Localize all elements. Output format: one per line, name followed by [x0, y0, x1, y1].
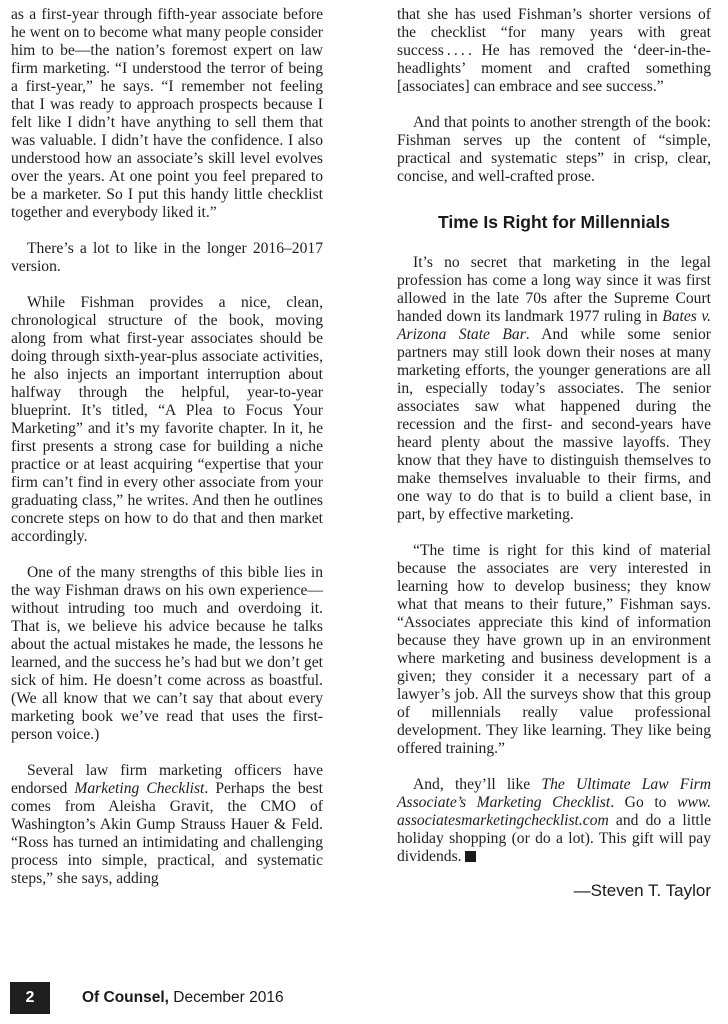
paragraph-text: “The time is right for this kind of material because the associates are very interested in learning how to develop business; they know what that means to their future,” Fishman says. “Associates appreciate this kind of information because they have grown up in an environment where marketing and business development is a given; they consider it a necessary part of a lawyer’s job. All the surveys show that this group of millennials really value professional development. They like learning. They like being offered training.” [397, 542, 711, 757]
publication-name: Of Counsel, [82, 989, 169, 1006]
paragraph-text: While Fishman provides a nice, clean, chronological structure of the book, moving along from what first-year associates should be doing through sixth-year-plus associate activities, he also injects an important interruption about halfway through the helpful, year-to-year blueprint. It’s titled, “A Plea to Focus Your Marketing” and it’s my favorite chapter. In it, he first presents a strong case for building a niche practice or at least acquiring “expertise that your firm can’t find in every other associate from your graduating class,” he writes. And then he outlines concrete steps on how to do that and then market accordingly. [11, 294, 323, 545]
body-paragraph [11, 762, 323, 888]
page-footer [10, 982, 284, 1014]
paragraph-text: and do a little holiday shopping (or do a lot). This gift will pay dividends. [397, 812, 711, 865]
body-paragraph [397, 114, 711, 186]
italic-text: www.​associatesmarketingchecklist.com [397, 794, 712, 829]
italic-text: Bates v. Arizona State Bar [397, 308, 711, 343]
paragraph-text: . And while some senior partners may still look down their noses at many marketing efforts, the younger generations are all in, especially today’s associates. The senior associates saw what happened during the recession and the first- and second-years have heard plenty about the massive layoffs. They know that they have to distinguish themselves to make themselves invaluable to their firms, and one way to do that is to build a client base, in part, by effective marketing. [397, 326, 711, 523]
body-paragraph [11, 294, 323, 546]
right-column [397, 6, 711, 900]
paragraph-text: There’s a lot to like in the longer 2016–2017 version. [11, 240, 323, 275]
body-paragraph [397, 6, 711, 96]
paragraph-text: . Go to [610, 794, 678, 811]
section-heading: Time Is Right for Millennials [437, 212, 671, 232]
body-paragraph [397, 542, 711, 758]
paragraph-text: And, they’ll like [413, 776, 542, 793]
paragraph-text: It’s no secret that marketing in the legal profession has come a long way since it was first allowed in the late 70s after the Supreme Court handed down its landmark 1977 ruling in [397, 254, 711, 325]
paragraph-text: And that points to another strength of the book: Fishman serves up the content of “simple, practical and systematic steps” in crisp, clear, concise, and well-crafted prose. [397, 114, 711, 185]
paragraph-text: that she has used Fishman’s shorter versions of the checklist “for many years with great success . . . . He has removed the ‘deer-in-the-headlights’ moment and crafted something [associates] can embrace and see success.” [397, 6, 711, 95]
right-column-intro-paragraphs [397, 6, 711, 186]
body-paragraph [397, 776, 711, 866]
paragraph-text: Several law firm marketing officers have endorsed [11, 762, 323, 797]
author-byline: —Steven T. Taylor [573, 881, 711, 900]
body-paragraph [11, 6, 323, 222]
body-paragraph [11, 564, 323, 744]
page-number-box [10, 982, 50, 1014]
page-number: 2 [25, 989, 35, 1006]
body-paragraph [397, 254, 711, 524]
right-column-body-paragraphs [397, 254, 711, 866]
paragraph-text: One of the many strengths of this bible lies in the way Fishman draws on his own experience—without intruding too much and overdoing it. That is, we believe his advice because he talks about the actual mistakes he made, the lessons he learned, and the success he’s had but we don’t get sick of him. He doesn’t come across as boastful. (We all know that we can’t say that about every marketing book we’ve read that uses the first-person voice.) [11, 564, 323, 743]
body-paragraph [11, 240, 323, 276]
paragraph-text: as a first-year through fifth-year associate before he went on to become what many people consider him to be—the nation’s foremost expert on law firm marketing. “I understood the terror of being a first-year,” he says. “I remember not feeling that I was ready to approach prospects because I felt like I didn’t have anything to sell them that was valuable. I didn’t have the confidence. I also understood how an associate’s skill level evolves over the years. At one point you feel prepared to be a marketer. So I put this handy little checklist together and everybody liked it.” [11, 6, 323, 221]
publication-line [82, 989, 284, 1007]
left-column [11, 6, 323, 888]
issue-date: December 2016 [168, 989, 284, 1006]
end-of-article-mark-icon [465, 851, 476, 862]
italic-text: Marketing Checklist [74, 780, 205, 797]
paragraph-text: . Perhaps the best comes from Aleisha Gravit, the CMO of Washington’s Akin Gump Strauss Hauer & Feld. “Ross has turned an intimidating and challenging process into simple, practical, and systematic steps,” she says, adding [11, 780, 323, 887]
italic-text: The Ultimate Law Firm Associate’s Marketing Checklist [397, 776, 711, 811]
